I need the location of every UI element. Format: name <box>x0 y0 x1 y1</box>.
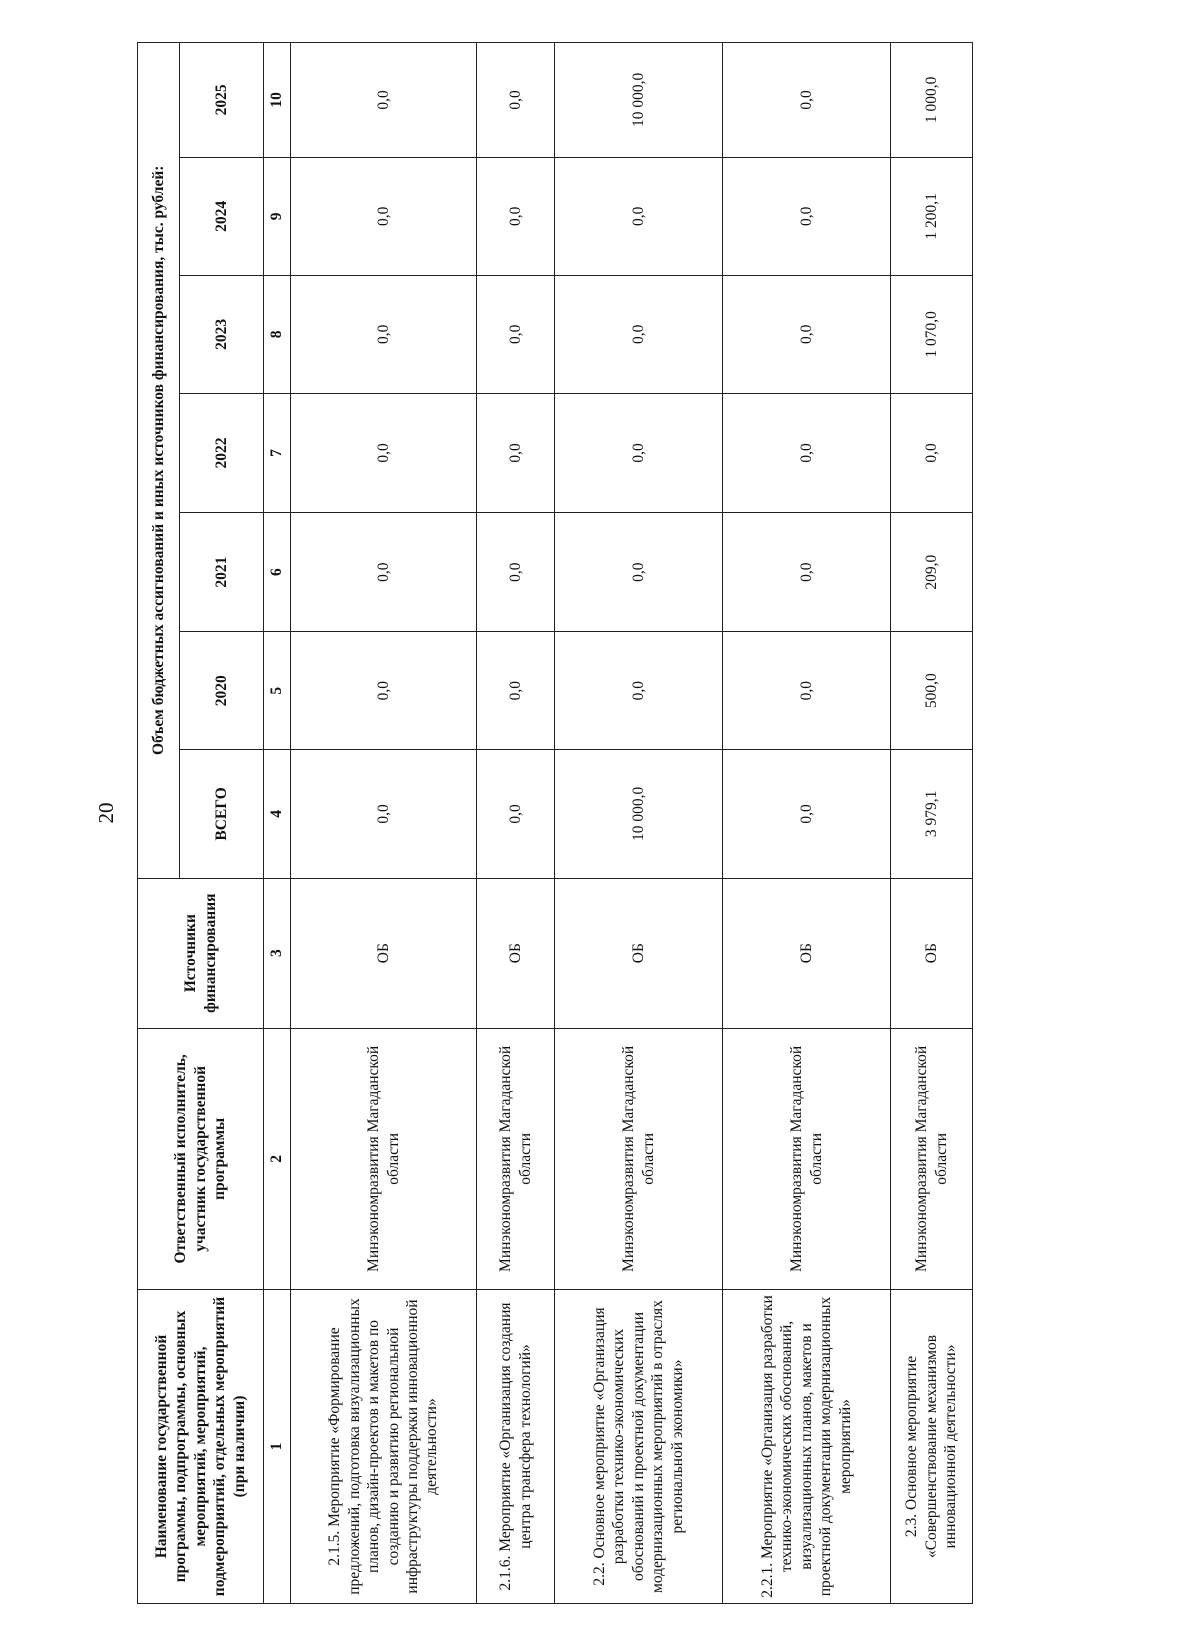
value-2023: 0,0 <box>555 275 723 393</box>
row-executor: Минэкономразвития Магаданской области <box>291 1028 477 1289</box>
value-2024: 0,0 <box>477 157 555 275</box>
column-number: 10 <box>264 43 291 158</box>
value-total: 10 000,0 <box>555 750 723 878</box>
value-2020: 0,0 <box>723 632 891 750</box>
value-2025: 0,0 <box>723 43 891 158</box>
value-2020: 0,0 <box>555 632 723 750</box>
table-row <box>477 43 555 1604</box>
table-row <box>555 43 723 1604</box>
row-source: ОБ <box>891 878 973 1028</box>
header-year-2023: 2023 <box>180 275 264 393</box>
row-name: 2.1.5. Мероприятие «Формирование предложений, подготовка визуализационных планов, дизайн-проектов и макетов по созданию и развитию региональной инфраструктуры поддержки инновационной деятельности» <box>291 1290 477 1604</box>
value-2021: 0,0 <box>555 513 723 632</box>
value-total: 0,0 <box>291 750 477 878</box>
value-2021: 209,0 <box>891 513 973 632</box>
table-row <box>723 43 891 1604</box>
value-2023: 0,0 <box>291 275 477 393</box>
value-2020: 0,0 <box>291 632 477 750</box>
page-number: 20 <box>93 802 118 824</box>
value-2024: 0,0 <box>555 157 723 275</box>
value-2025: 10 000,0 <box>555 43 723 158</box>
table-row <box>291 43 477 1604</box>
value-2023: 0,0 <box>723 275 891 393</box>
value-2023: 0,0 <box>477 275 555 393</box>
column-number: 6 <box>264 513 291 632</box>
column-number: 3 <box>264 878 291 1028</box>
header-executor: Ответственный исполнитель, участник государственной программы <box>138 1028 264 1289</box>
table-row <box>891 43 973 1604</box>
value-2025: 1 000,0 <box>891 43 973 158</box>
row-name: 2.2.1. Мероприятие «Организация разработки технико-экономических обоснований, визуализационных планов, макетов и проектной документации модернизационных мероприятий» <box>723 1290 891 1604</box>
value-2023: 1 070,0 <box>891 275 973 393</box>
row-source: ОБ <box>477 878 555 1028</box>
header-financing-source: Источники финансирования <box>138 878 264 1028</box>
row-name: 2.3. Основное мероприятие «Совершенствование механизмов инновационной деятельности» <box>891 1290 973 1604</box>
header-year-2022: 2022 <box>180 393 264 512</box>
column-number: 5 <box>264 632 291 750</box>
header-year-2020: 2020 <box>180 632 264 750</box>
value-2022: 0,0 <box>891 393 973 512</box>
header-program-name: Наименование государственной программы, подпрограммы, основных мероприятий, мероприятий, подмероприятий, отдельных мероприятий (при наличии) <box>138 1290 264 1604</box>
value-2021: 0,0 <box>723 513 891 632</box>
column-number: 7 <box>264 393 291 512</box>
value-total: 0,0 <box>477 750 555 878</box>
value-2022: 0,0 <box>291 393 477 512</box>
value-total: 0,0 <box>723 750 891 878</box>
row-executor: Минэкономразвития Магаданской области <box>723 1028 891 1289</box>
header-budget-volume: Объем бюджетных ассигнований и иных источников финансирования, тыс. рублей: <box>138 43 180 879</box>
row-source: ОБ <box>291 878 477 1028</box>
column-number: 8 <box>264 275 291 393</box>
column-number-row <box>264 43 291 1604</box>
row-executor: Минэкономразвития Магаданской области <box>555 1028 723 1289</box>
header-year-2025: 2025 <box>180 43 264 158</box>
header-year-total: ВСЕГО <box>180 750 264 878</box>
column-number: 1 <box>264 1290 291 1604</box>
value-2024: 0,0 <box>291 157 477 275</box>
column-number: 4 <box>264 750 291 878</box>
header-year-2024: 2024 <box>180 157 264 275</box>
row-executor: Минэкономразвития Магаданской области <box>477 1028 555 1289</box>
value-2022: 0,0 <box>477 393 555 512</box>
value-2020: 0,0 <box>477 632 555 750</box>
value-2024: 0,0 <box>723 157 891 275</box>
value-2025: 0,0 <box>477 43 555 158</box>
column-number: 9 <box>264 157 291 275</box>
column-number: 2 <box>264 1028 291 1289</box>
value-total: 3 979,1 <box>891 750 973 878</box>
row-name: 2.1.6. Мероприятие «Организация создания центра трансфера технологий» <box>477 1290 555 1604</box>
value-2021: 0,0 <box>291 513 477 632</box>
value-2025: 0,0 <box>291 43 477 158</box>
row-name: 2.2. Основное мероприятие «Организация разработки технико-экономических обоснований и проектной документации модернизационных мероприятий в отраслях региональной экономики» <box>555 1290 723 1604</box>
value-2020: 500,0 <box>891 632 973 750</box>
header-year-2021: 2021 <box>180 513 264 632</box>
row-source: ОБ <box>555 878 723 1028</box>
rotated-table-wrapper <box>137 42 967 1604</box>
value-2024: 1 200,1 <box>891 157 973 275</box>
value-2022: 0,0 <box>723 393 891 512</box>
row-executor: Минэкономразвития Магаданской области <box>891 1028 973 1289</box>
value-2021: 0,0 <box>477 513 555 632</box>
financing-table <box>137 42 973 1604</box>
row-source: ОБ <box>723 878 891 1028</box>
value-2022: 0,0 <box>555 393 723 512</box>
